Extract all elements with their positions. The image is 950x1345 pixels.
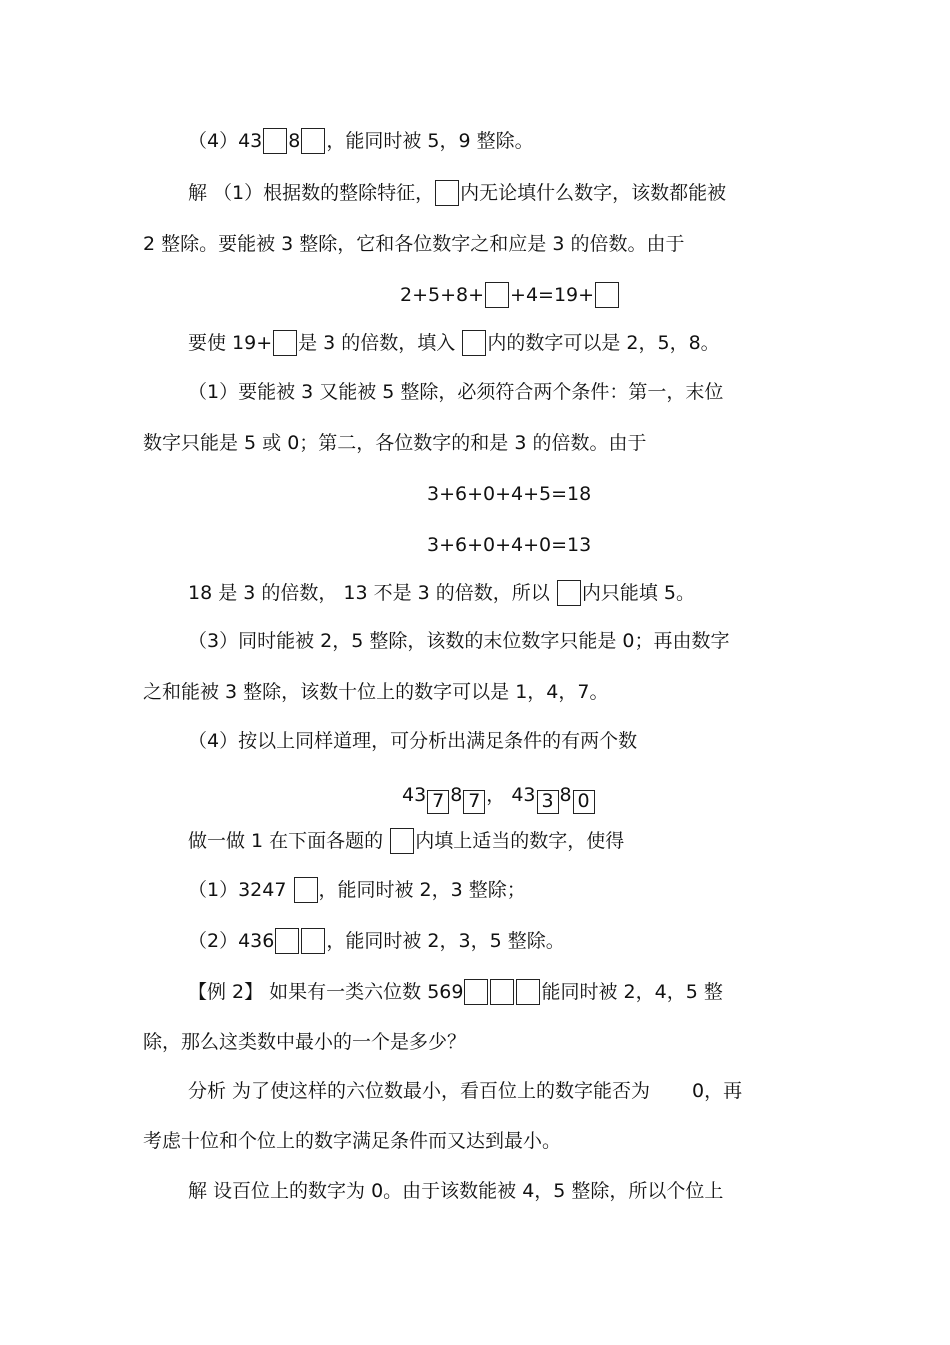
part-2-line-2: 数字只能是 5 或 0；第二，各位数字的和是 3 的倍数。由于 <box>143 432 647 454</box>
blank-box <box>301 128 325 154</box>
solution-1-line <box>188 180 726 206</box>
condition-line <box>188 330 720 356</box>
conclusion-text-b: 内只能填 5。 <box>581 582 695 604</box>
part-3-line-1: （3）同时能被 2，5 整除，该数的末位数字只能是 0；再由数字 <box>188 630 730 652</box>
blank-box <box>301 928 325 954</box>
exercise-q2-suffix: ，能同时被 2，3，5 整除。 <box>326 930 565 952</box>
filled-box: 3 <box>537 790 559 814</box>
blank-box <box>273 330 297 356</box>
blank-box <box>275 928 299 954</box>
answer-numbers <box>402 782 596 812</box>
analysis-line-2: 考虑十位和个位上的数字满足条件而又达到最小。 <box>143 1130 562 1152</box>
blank-box <box>263 128 287 154</box>
exercise-1-question-2 <box>188 928 565 954</box>
answer-mid-2: 8 <box>559 784 572 806</box>
equation-1-left: 2+5+8+ <box>400 284 485 306</box>
example-2-text-a: 【例 2】 如果有一类六位数 569 <box>188 981 464 1003</box>
exercise-1-question-1 <box>188 877 526 903</box>
solution-1-text-b: 内无论填什么数字，该数都能被 <box>460 182 727 204</box>
question-4-prefix: （4）43 <box>188 130 263 152</box>
answer-prefix-2: ， 43 <box>486 784 536 806</box>
filled-box: 0 <box>573 790 595 814</box>
question-4-suffix: ，能同时被 5，9 整除。 <box>326 130 534 152</box>
question-4-digit: 8 <box>288 130 301 152</box>
blank-box <box>485 282 509 308</box>
question-4-line <box>188 128 534 154</box>
answer-prefix-1: 43 <box>402 784 427 806</box>
blank-box <box>390 828 414 854</box>
exercise-1-title <box>188 828 624 854</box>
condition-text-c: 内的数字可以是 2，5，8。 <box>487 332 720 354</box>
example-2-text-b: 能同时被 2，4，5 整 <box>541 981 723 1003</box>
blank-box <box>435 180 459 206</box>
solution-1-line-2: 2 整除。要能被 3 整除，它和各位数字之和应是 3 的倍数。由于 <box>143 233 685 255</box>
filled-box: 7 <box>463 790 485 814</box>
filled-box: 7 <box>427 790 449 814</box>
analysis-text-b: 0，再 <box>692 1080 743 1102</box>
blank-box <box>464 979 488 1005</box>
exercise-1-text-b: 内填上适当的数字，使得 <box>415 830 625 852</box>
equation-3: 3+6+0+4+0=13 <box>427 534 592 556</box>
equation-2: 3+6+0+4+5=18 <box>427 483 592 505</box>
solution-2-line: 解 设百位上的数字为 0。由于该数能被 4，5 整除，所以个位上 <box>188 1180 724 1202</box>
equation-1 <box>400 282 620 308</box>
part-3-line-2: 之和能被 3 整除，该数十位上的数字可以是 1，4，7。 <box>143 681 609 703</box>
condition-text-b: 是 3 的倍数，填入 <box>298 332 456 354</box>
exercise-q1-prefix: （1）3247 <box>188 879 287 901</box>
part-2-line-1: （1）要能被 3 又能被 5 整除，必须符合两个条件：第一，末位 <box>188 381 724 403</box>
blank-box <box>462 330 486 356</box>
part-4-line-1: （4）按以上同样道理，可分析出满足条件的有两个数 <box>188 730 638 752</box>
exercise-1-text-a: 做一做 1 在下面各题的 <box>188 830 384 852</box>
answer-mid-1: 8 <box>450 784 463 806</box>
analysis-line-1 <box>188 1078 742 1104</box>
condition-text-a: 要使 19+ <box>188 332 273 354</box>
blank-box <box>595 282 619 308</box>
conclusion-text-a: 18 是 3 的倍数， 13 不是 3 的倍数，所以 <box>188 582 550 604</box>
blank-box <box>557 580 581 606</box>
conclusion-line <box>188 580 695 606</box>
solution-1-text-a: 解 （1）根据数的整除特征， <box>188 182 435 204</box>
example-2-line-1 <box>188 979 723 1005</box>
equation-1-right: +4=19+ <box>510 284 595 306</box>
blank-box <box>490 979 514 1005</box>
exercise-q1-suffix: ，能同时被 2，3 整除； <box>318 879 526 901</box>
analysis-text-a: 分析 为了使这样的六位数最小，看百位上的数字能否为 <box>188 1080 651 1102</box>
exercise-q2-prefix: （2）436 <box>188 930 275 952</box>
blank-box <box>294 877 318 903</box>
blank-box <box>516 979 540 1005</box>
example-2-line-2: 除，那么这类数中最小的一个是多少？ <box>143 1031 467 1053</box>
